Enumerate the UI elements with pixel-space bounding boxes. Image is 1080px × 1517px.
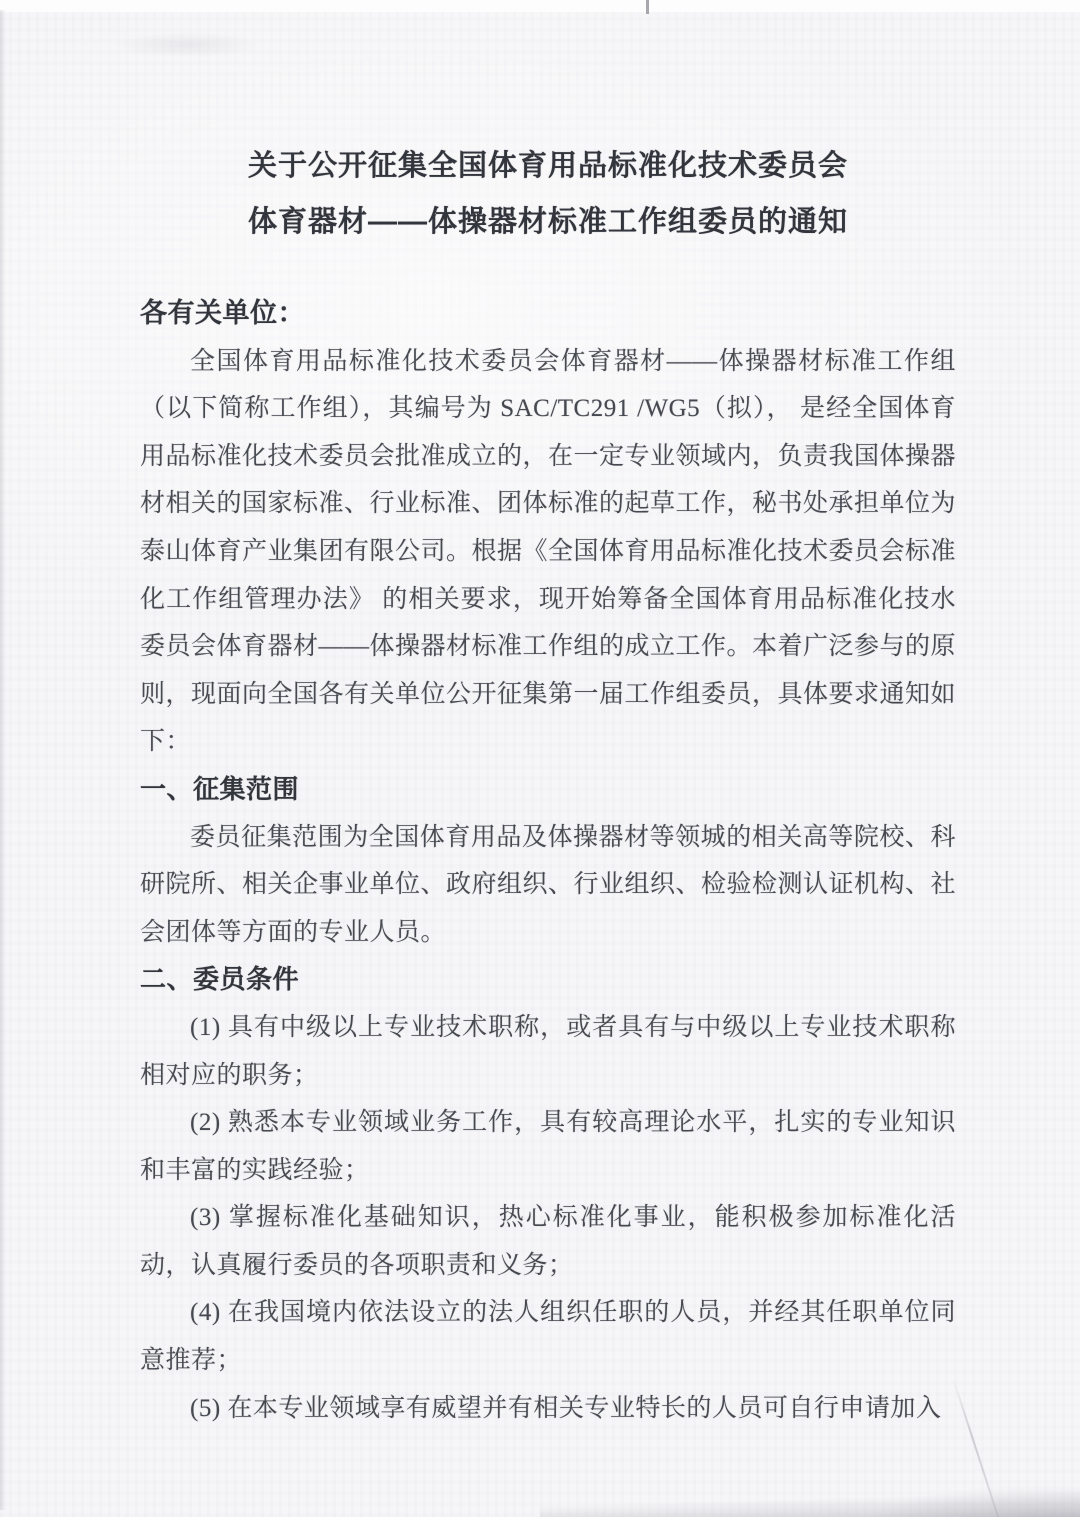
paragraph-scope: 委员征集范围为全国体育用品及体操器材等领城的相关高等院校、科研院所、相关企事业单位、政府组织、行业组织、检验检测认证机构、社会团体等方面的专业人员。 [140, 823, 957, 946]
paragraph-intro: 全国体育用品标准化技术委员会体育器材——体操器材标准工作组（以下简称工作组），其编号为 SAC/TC291 /WG5（拟）， 是经全国体育用品标准化技术委员会批准成立的，在一定专业领域内，负责我国体操器材相关的国家标准、行业标准、团体标准的起草工作，秘书处承担单位为泰山体育产业集团有限公司。根据《全国体育用品标准化技术委员会标准化工作组管理办法》 的相关要求，现开始筹备全国体育用品标准化技水委员会体育器材——体操器材标准工作组的成立工作。本着广泛参与的原则，现面向全国各有关单位公开征集第一届工作组委员，具体要求通知如下： [140, 347, 957, 756]
salutation: 各有关单位： [140, 298, 305, 328]
title-line-1: 关于公开征集全国体育用品标准化技术委员会 [247, 150, 848, 182]
section-heading-1: 一、征集范围 [140, 773, 300, 804]
document-body [140, 290, 956, 1432]
document-title [140, 138, 956, 250]
condition-item-4: (4) 在我国境内依法设立的法人组织任职的人员，并经其任职单位同意推荐； [140, 1299, 956, 1375]
condition-item-1: (1) 具有中级以上专业技术职称，或者具有与中级以上专业技术职称相对应的职务； [140, 1013, 956, 1089]
title-line-2: 体育器材——体操器材标准工作组委员的通知 [247, 206, 848, 238]
section-heading-2: 二、委员条件 [140, 964, 300, 995]
condition-item-5: (5) 在本专业领域享有威望并有相关专业特长的人员可自行申请加入 [190, 1394, 942, 1422]
document-content [140, 0, 956, 1432]
scan-left-edge-shadow [0, 10, 6, 1510]
page-corner-shadow [840, 1483, 1080, 1517]
condition-item-2: (2) 熟悉本专业领域业务工作，具有较高理论水平，扎实的专业知识和丰富的实践经验； [140, 1109, 956, 1184]
condition-item-3: (3) 掌握标准化基础知识，热心标准化事业，能积极参加标准化活动，认真履行委员的各项职责和义务； [140, 1204, 956, 1279]
